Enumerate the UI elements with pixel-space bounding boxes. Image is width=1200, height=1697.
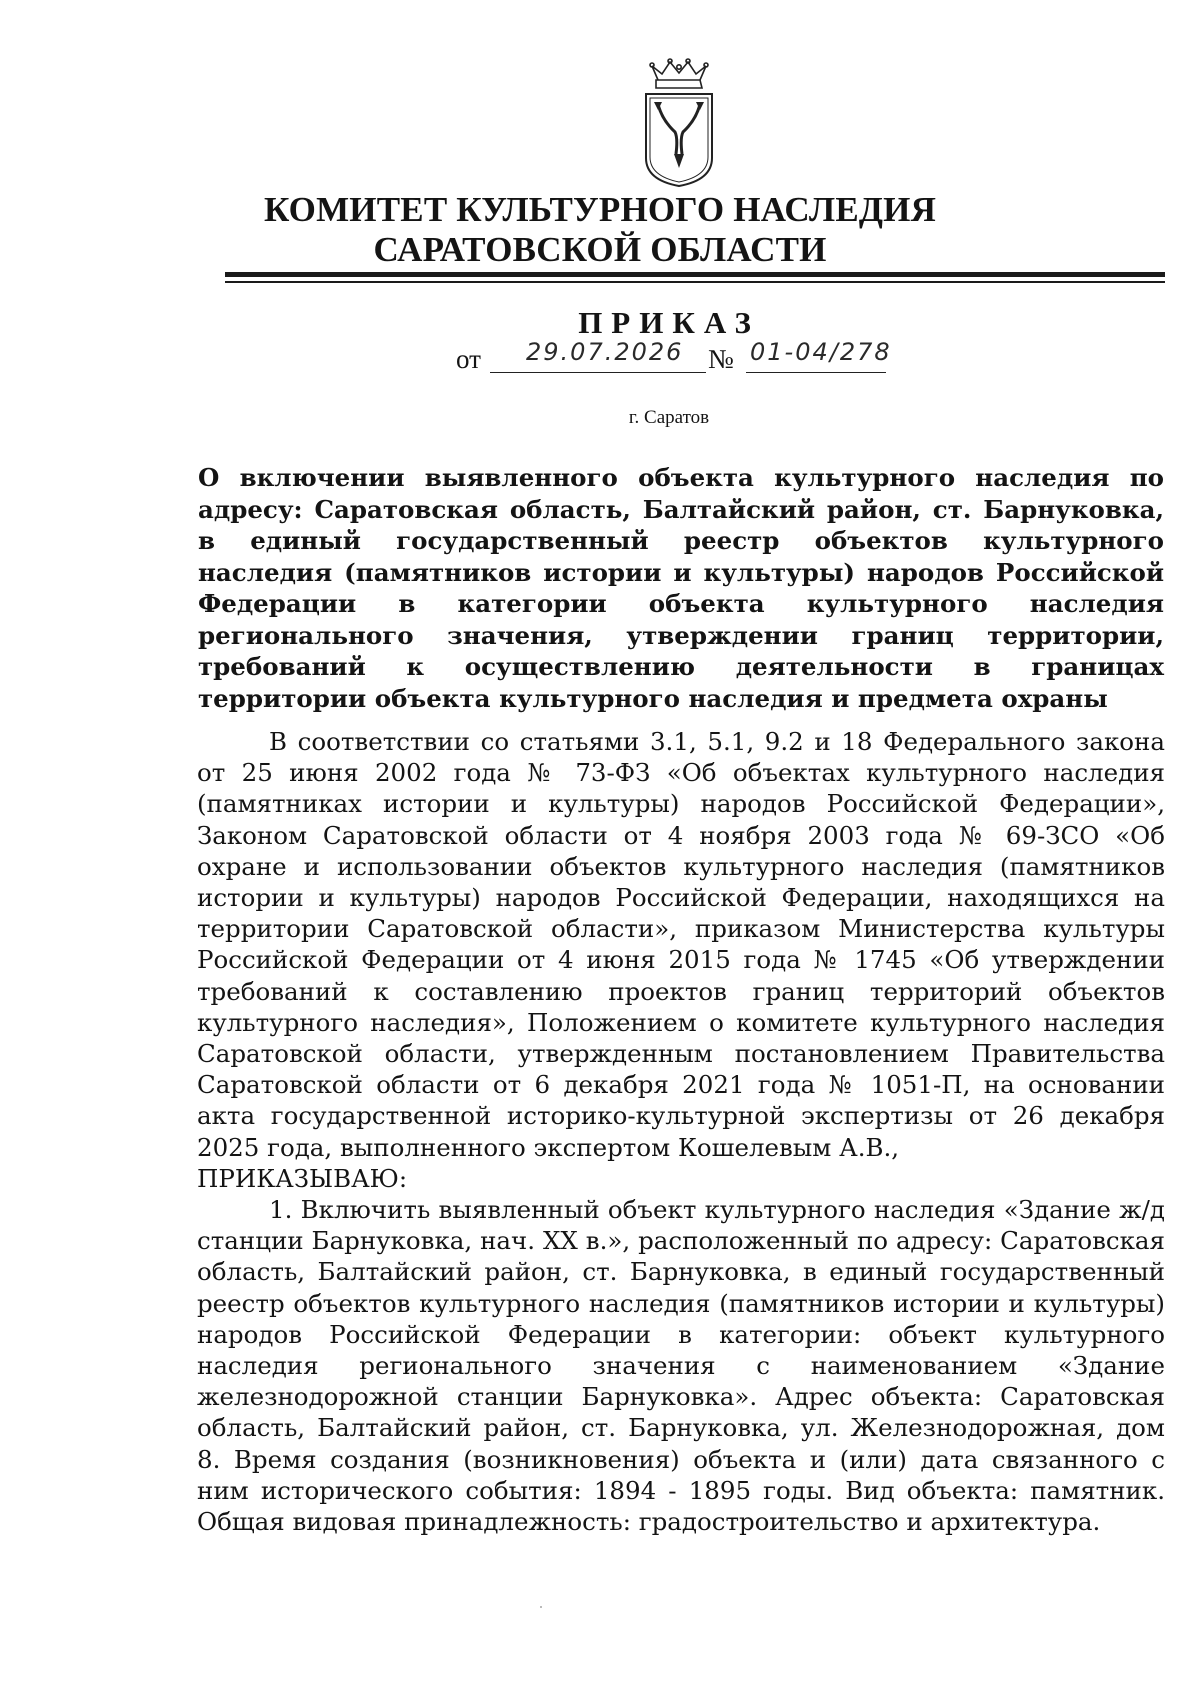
preamble-paragraph: В соответствии со статьями 3.1, 5.1, 9.2 и 18 Федерального закона от 25 июня 2002 года № 73-ФЗ «Об объектах культурного наследия (памятниках истории и культуры) народов Российской Федерации», Законом Саратовской области от 4 ноября 2003 года № 69-ЗСО «Об охране и использовании объектов культурного наследия (памятников истории и культуры) народов Российской Федерации, находящихся на территории Саратовской области», приказом Министерства культуры Российской Федерации от 4 июня 2015 года № 1745 «Об утверждении требований к составлению проектов границ территорий объектов культурного наследия», Положением о комитете культурного наследия Саратовской области, утвержденным постановлением Правительства Саратовской области от 6 декабря 2021 года № 1051-П, на основании акта государственной историко-культурной экспертизы от 26 декабря 2025 года, выполненного экспертом Кошелевым А.В., <box>197 727 1165 1162</box>
scan-speck <box>540 1606 542 1608</box>
order-word: ПРИКАЗЫВАЮ: <box>197 1163 408 1193</box>
date-label: от <box>456 344 481 374</box>
number-label: № <box>708 344 734 374</box>
number-underline <box>746 372 886 373</box>
order-title: О включении выявленного объекта культурного наследия по адресу: Саратовская область, Балтайский район, ст. Барнуковка, в единый государственный реестр объектов культурного наследия (памятников истории и культуры) народов Российской Федерации в категории объекта культурного наследия регионального значения, утверждении границ территории, требований к осуществлению деятельности в границах территории объекта культурного наследия и предмета охраны <box>198 463 1164 713</box>
organization-name-line1: КОМИТЕТ КУЛЬТУРНОГО НАСЛЕДИЯ <box>263 190 937 229</box>
header-rule-thin <box>225 281 1165 283</box>
handwritten-date: 29.07.2026 <box>526 338 684 366</box>
saratov-coat-of-arms-icon <box>640 58 718 188</box>
document-type-heading: ПРИКАЗ <box>578 305 760 340</box>
order-body <box>197 726 1165 1537</box>
item-1-paragraph: 1. Включить выявленный объект культурного наследия «Здание ж/д станции Барнуковка, нач. XX в.», расположенный по адресу: Саратовская область, Балтайский район, ст. Барнуковка, в единый государственный реестр объектов культурного наследия (памятников истории и культуры) народов Российской Федерации в категории: объект культурного наследия регионального значения с наименованием «Здание железнодорожной станции Барнуковка». Адрес объекта: Саратовская область, Балтайский район, ст. Барнуковка, ул. Железнодорожная, дом 8. Время создания (возникновения) объекта и (или) дата связанного с ним исторического события: 1894 - 1895 годы. Вид объекта: памятник. Общая видовая принадлежность: градостроительство и архитектура. <box>197 1195 1165 1537</box>
header-rule-thick <box>225 272 1165 277</box>
handwritten-number: 01-04/278 <box>750 338 892 366</box>
organization-name-line2: САРАТОВСКОЙ ОБЛАСТИ <box>373 230 827 269</box>
city: г. Саратов <box>628 407 710 428</box>
date-underline <box>490 372 706 373</box>
